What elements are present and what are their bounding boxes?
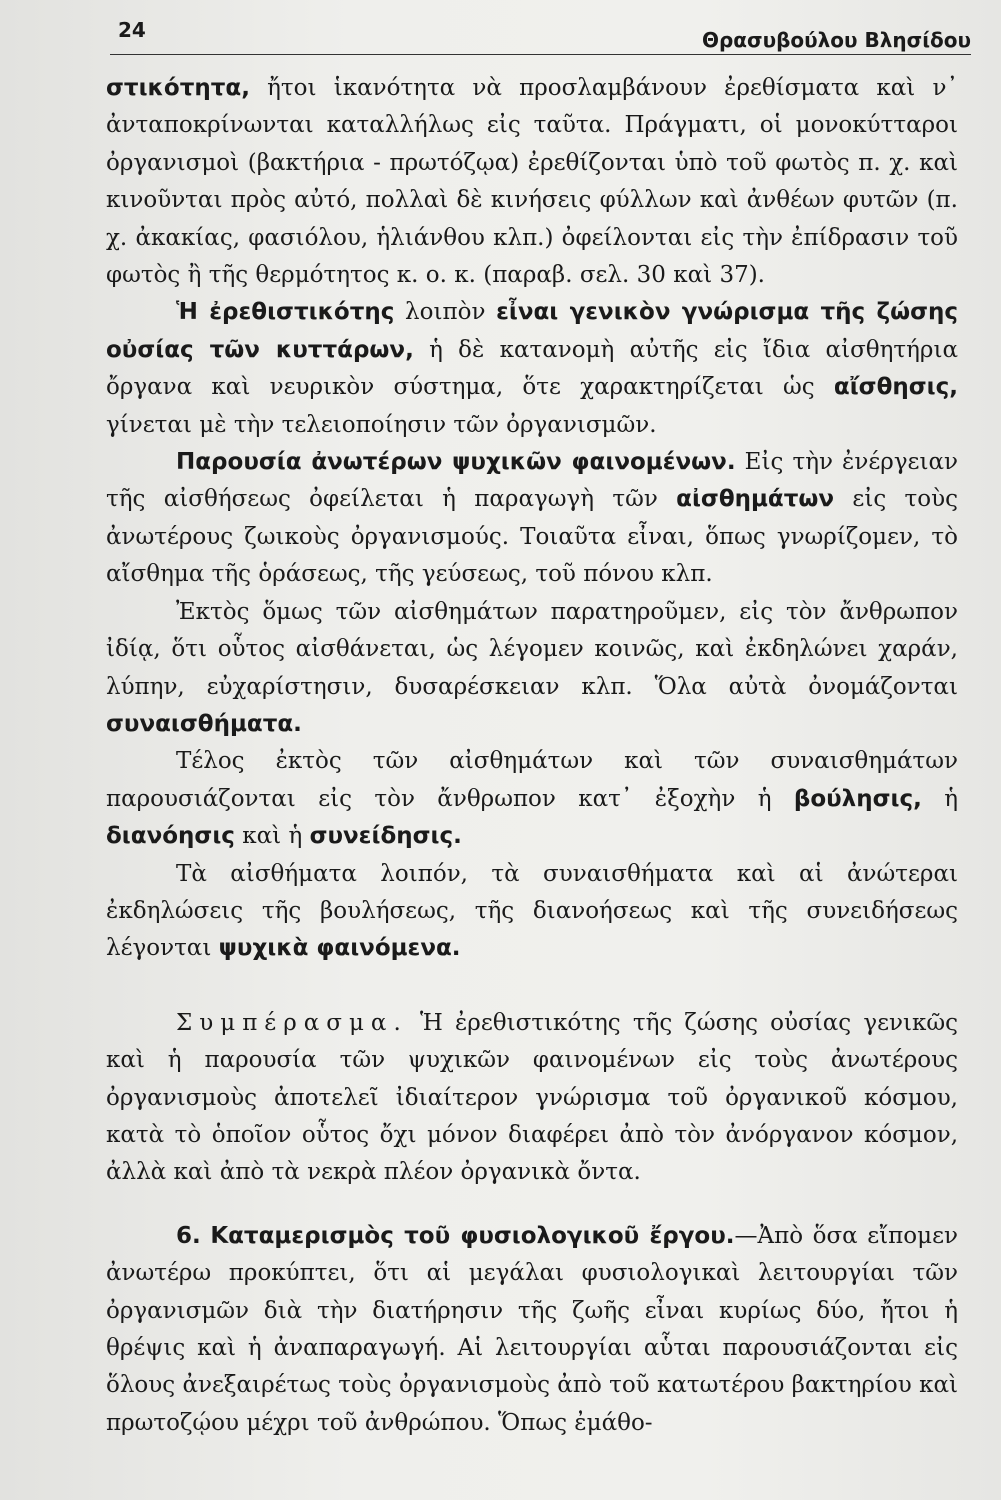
bold-term: συναισθήματα. xyxy=(106,710,302,737)
text-run: Ἐκτὸς ὅμως τῶν αἰσθημάτων παρατηροῦμεν, εἰς τὸν ἄνθρωπον ἰδίᾳ, ὅτι οὗτος αἰσθάνεται, ὡς λέγομεν κοινῶς, καὶ ἐκδηλώνει χαράν, λύπην, εὐχαρίστησιν, δυσαρέσκειαν κλπ. Ὅλα αὐτὰ ὀνομάζονται xyxy=(106,598,958,700)
paragraph-1 xyxy=(106,70,958,294)
bold-heading: Παρουσία ἀνωτέρων ψυχικῶν φαινομένων. xyxy=(176,449,736,476)
text-run: Τέλος ἐκτὸς τῶν αἰσθημάτων καὶ τῶν συναισθημάτων παρουσιάζονται εἰς τὸν ἄνθρωπον κατ᾽ ἐξοχὴν ἡ xyxy=(106,748,958,812)
bold-term: Ἡ ἐρεθιστικότης xyxy=(176,299,395,326)
page-number: 24 xyxy=(118,18,146,42)
page-header xyxy=(110,14,971,55)
text-run: γίνεται μὲ τὴν τελειοποίησιν τῶν ὀργανισμῶν. xyxy=(106,411,657,438)
bold-term: εἶναι γενικὸν γνώρισμα τῆς ζώσης οὐσίας τῶν κυττάρων, xyxy=(106,299,959,363)
text-run: Ἡ ἐρεθιστικότης τῆς ζώσης οὐσίας γενικῶς καὶ ἡ παρουσία τῶν ψυχικῶν φαινομένων εἰς τοὺς ἀνωτέρους ὀργανισμοὺς ἀποτελεῖ ἰδιαίτερον γνώρισμα τοῦ ὀργανικοῦ κόσμου, κατὰ τὸ ὁποῖον οὗτος ὄχι μόνον διαφέρει ἀπὸ τὸν ἀνόργανον κόσμον, ἀλλὰ καὶ ἀπὸ τὰ νεκρὰ πλέον ὀργανικὰ ὄντα. xyxy=(106,1009,958,1186)
conclusion-paragraph xyxy=(106,1005,958,1192)
text-run: ἤτοι ἱκανότητα νὰ προσλαμβάνουν ἐρεθίσματα καὶ ν᾽ ἀνταποκρίνωνται καταλλήλως εἰς ταῦτα. Πράγματι, οἱ μονοκύτταροι ὀργανισμοὶ (βακτήρια - πρωτόζῳα) ἐρεθίζονται ὑπὸ τοῦ φωτὸς π. χ. καὶ κινοῦνται πρὸς αὐτό, πολλαὶ δὲ κινήσεις φύλλων καὶ ἀνθέων φυτῶν (π. χ. ἀκακίας, φασιόλου, ἡλιάνθου κλπ.) ὀφείλονται εἰς τὴν ἐπίδρασιν τοῦ φωτὸς ἢ τῆς θερμότητος κ. ο. κ. (παραβ. σελ. 30 καὶ 37). xyxy=(106,75,958,289)
paragraph-6 xyxy=(106,856,958,968)
bold-term: αἰσθημάτων xyxy=(676,486,835,513)
section-number: 6. xyxy=(176,1222,201,1249)
bold-term: συνείδησις. xyxy=(309,823,462,850)
section-title: Καταμερισμὸς τοῦ φυσιολογικοῦ ἔργου. xyxy=(210,1222,735,1249)
paragraph-5 xyxy=(106,743,958,855)
bold-term: αἴσθησις, xyxy=(833,374,958,401)
paragraph-3 xyxy=(106,444,958,594)
bold-term: στικότητα, xyxy=(106,75,250,101)
paragraph-2 xyxy=(106,294,958,444)
text-run: λοιπὸν xyxy=(394,299,497,326)
bold-term: διανόησις xyxy=(106,823,235,850)
text-run: εἰς τοὺς ἀνωτέρους ζωικοὺς ὀργανισμούς. Τοιαῦτα εἶναι, ὅπως γνωρίζομεν, τὸ αἴσθημα τῆς ὁράσεως, τῆς γεύσεως, τοῦ πόνου κλπ. xyxy=(106,486,958,588)
text-run: Εἰς τὴν ἐνέργειαν τῆς αἰσθήσεως ὀφείλεται ἡ παραγωγὴ τῶν xyxy=(106,449,959,513)
bold-term: βούλησις, xyxy=(793,785,922,812)
conclusion-label: Συμπέρασμα. xyxy=(176,1009,408,1036)
bold-term: ψυχικὰ φαινόμενα. xyxy=(218,935,461,962)
paragraph-4 xyxy=(106,594,958,744)
text-run: καὶ ἡ xyxy=(234,823,310,850)
section-6-paragraph xyxy=(106,1218,958,1442)
page-body xyxy=(106,70,958,1442)
text-run: —Ἀπὸ ὅσα εἴπομεν ἀνωτέρω προκύπτει, ὅτι αἱ μεγάλαι φυσιολογικαὶ λειτουργίαι τῶν ὀργανισμῶν διὰ τὴν διατήρησιν τῆς ζωῆς εἶναι κυρίως δύο, ἤτοι ἡ θρέψις καὶ ἡ ἀναπαραγωγή. Αἱ λειτουργίαι αὗται παρουσιάζονται εἰς ὅλους ἀνεξαιρέτως τοὺς ὀργανισμοὺς ἀπὸ τοῦ κατωτέρου βακτηρίου καὶ πρωτοζῴου μέχρι τοῦ ἀνθρώπου. Ὅπως ἐμάθο- xyxy=(106,1222,958,1436)
running-title: Θρασυβούλου Βλησίδου xyxy=(701,28,971,52)
text-run: Τὰ αἰσθήματα λοιπόν, τὰ συναισθήματα καὶ αἱ ἀνώτεραι ἐκδηλώσεις τῆς βουλήσεως, τῆς διανοήσεως καὶ τῆς συνειδήσεως λέγονται xyxy=(106,860,958,962)
text-run: ἡ δὲ κατανομὴ αὐτῆς εἰς ἴδια αἰσθητήρια ὄργανα καὶ νευρικὸν σύστημα, ὅτε χαρακτηρίζεται ὡς xyxy=(106,336,958,401)
text-run: ἡ xyxy=(921,785,958,812)
